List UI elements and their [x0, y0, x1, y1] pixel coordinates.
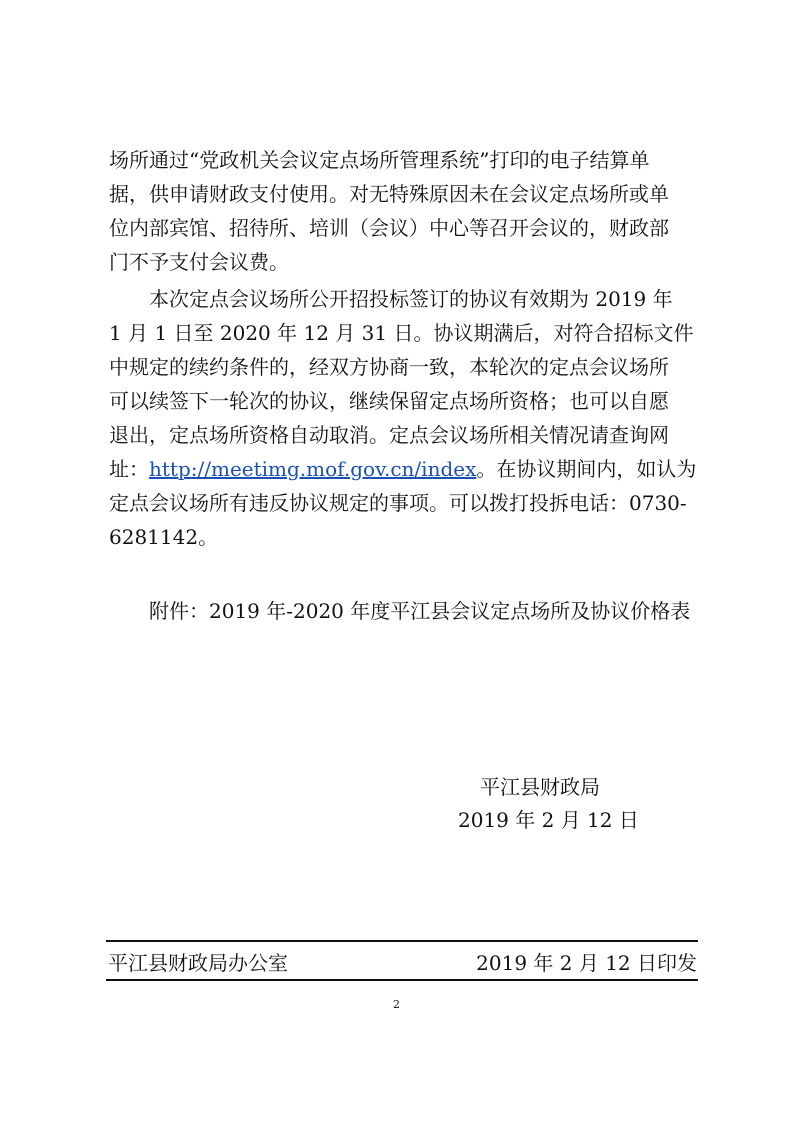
paragraph-line: 本次定点会议场所公开招投标签订的协议有效期为 2019 年	[109, 287, 673, 311]
url-suffix: 。在协议期间内，如认为	[476, 457, 697, 481]
footer-bottom-rule	[106, 979, 698, 981]
paragraph-line: 场所通过“党政机关会议定点场所管理系统”打印的电子结算单	[109, 148, 650, 172]
page-number: 2	[393, 998, 400, 1011]
footer-issuer: 平江县财政局办公室	[108, 951, 288, 975]
footer-top-rule	[106, 940, 698, 942]
paragraph-line: 1 月 1 日至 2020 年 12 月 31 日。协议期满后，对符合招标文件	[109, 321, 694, 345]
signature-date: 2019 年 2 月 12 日	[458, 808, 639, 832]
paragraph-line: 中规定的续约条件的，经双方协商一致，本轮次的定点会议场所	[109, 355, 669, 379]
paragraph-line: 位内部宾馆、招待所、培训（会议）中心等召开会议的，财政部	[109, 216, 669, 240]
signature-organization: 平江县财政局	[480, 775, 600, 799]
paragraph-line: 据，供申请财政支付使用。对无特殊原因未在会议定点场所或单	[109, 182, 669, 206]
paragraph-line: 可以续签下一轮次的协议，继续保留定点场所资格；也可以自愿	[109, 389, 669, 413]
paragraph-line: 定点会议场所有违反协议规定的事项。可以拨打投拆电话：0730-	[109, 491, 687, 515]
website-link[interactable]: http://meetimg.mof.gov.cn/index	[149, 457, 477, 481]
footer-issue-date: 2019 年 2 月 12 日印发	[476, 951, 697, 975]
paragraph-line-with-link	[109, 457, 696, 481]
paragraph-line: 门不予支付会议费。	[109, 250, 289, 274]
paragraph-line: 退出，定点场所资格自动取消。定点会议场所相关情况请查询网	[109, 423, 669, 447]
attachment-line: 附件：2019 年-2020 年度平江县会议定点场所及协议价格表	[109, 599, 691, 623]
paragraph-line: 6281142。	[109, 525, 219, 549]
url-prefix: 址：	[109, 457, 149, 481]
